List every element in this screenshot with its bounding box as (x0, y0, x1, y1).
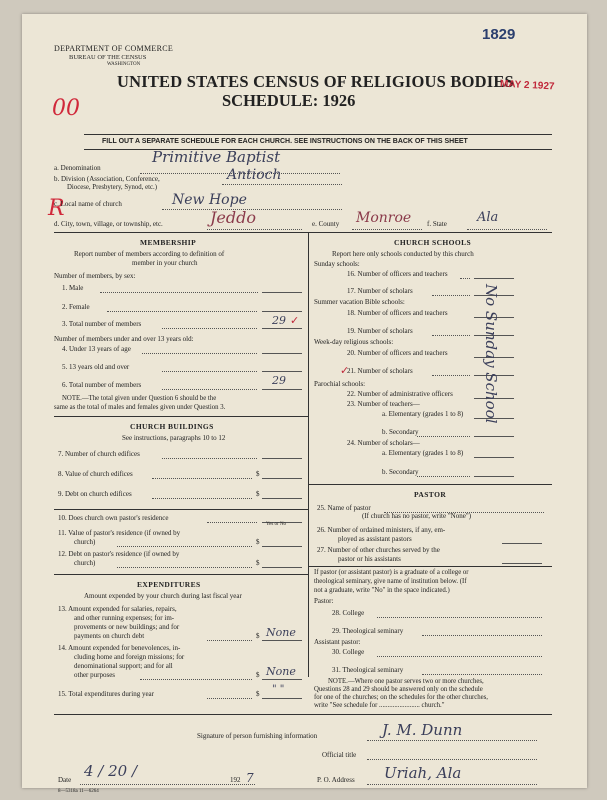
membership-intro: Report number of members according to definition of (74, 250, 225, 258)
q28-label: 28. College (332, 609, 365, 617)
division-value: Antioch (227, 167, 282, 183)
dollar-sign: $ (256, 690, 260, 698)
denomination-value: Primitive Baptist (152, 148, 281, 166)
total-members-label: 3. Total number of members (62, 320, 142, 328)
value-residence-label: 11. Value of pastor's residence (if owned by (58, 529, 181, 537)
year-prefix: 192 (230, 776, 241, 784)
q19-label: 19. Number of scholars (347, 327, 413, 335)
q27-label-2: pastor or his assistants (338, 555, 401, 563)
q23b-label: b. Secondary (382, 428, 419, 436)
debt-edifices-label: 9. Debt on church edifices (58, 490, 132, 498)
answer-line (474, 457, 514, 458)
q24a-label: a. Elementary (grades 1 to 8) (382, 449, 464, 457)
fill-line (207, 640, 252, 641)
local-name-value: New Hope (172, 192, 247, 208)
weekday-schools-label: Week-day religious schools: (314, 338, 394, 346)
pastor-note: Questions 28 and 29 should be answered only on the schedule (314, 686, 483, 693)
fill-line (222, 184, 342, 185)
bureau-name: BUREAU OF THE CENSUS (69, 54, 147, 61)
benevolences-value: None (266, 665, 296, 678)
form-subtitle: SCHEDULE: 1926 (222, 91, 356, 110)
q31-label: 31. Theological seminary (332, 666, 404, 674)
fill-line (377, 617, 542, 618)
dollar-sign: $ (256, 490, 260, 498)
divider (308, 566, 552, 567)
department-name: DEPARTMENT OF COMMERCE (54, 44, 174, 53)
q21-label: 21. Number of scholars (347, 367, 413, 375)
assistant-pastor-label: Assistant pastor: (314, 638, 361, 646)
answer-line (262, 311, 302, 312)
fill-line (377, 656, 542, 657)
salaries-label-3: provements or new buildings; and for (74, 623, 180, 631)
official-title-label: Official title (322, 751, 357, 759)
fill-line (352, 229, 422, 230)
answer-line (262, 679, 302, 680)
form-code: 8—5318a 11—6264 (58, 789, 99, 794)
debt-residence-label: 12. Debt on pastor's residence (if owned by (58, 550, 180, 558)
fill-line (417, 436, 470, 437)
answer-line (262, 328, 302, 329)
dollar-sign: $ (256, 538, 260, 546)
no-schools-annotation: No Sunday School (482, 284, 500, 424)
fill-line (107, 311, 257, 312)
edifices-label: 7. Number of church edifices (58, 450, 140, 458)
q26-label-2: ployed as assistant pastors (338, 535, 412, 543)
fill-line (367, 759, 537, 760)
divider (54, 509, 308, 510)
pastor-note: write "See schedule for ........................ church." (314, 702, 445, 709)
fill-line (467, 229, 547, 230)
buildings-heading: CHURCH BUILDINGS (130, 422, 214, 431)
fill-line (142, 353, 257, 354)
q17-label: 17. Number of scholars (347, 287, 413, 295)
answer-line (262, 371, 302, 372)
divider (54, 232, 552, 233)
fill-line (432, 295, 470, 296)
buildings-instructions: See instructions, paragraphs 10 to 12 (122, 434, 226, 442)
answer-line (474, 436, 514, 437)
expenditures-intro: Amount expended by your church during last fiscal year (84, 592, 242, 600)
male-label: 1. Male (62, 284, 84, 292)
state-value: Ala (477, 210, 499, 225)
answer-line (262, 567, 302, 568)
schools-intro: Report here only schools conducted by this church (332, 250, 474, 258)
total-expenditures-value: " " (272, 684, 285, 695)
over-13-label: 5. 13 years old and over (62, 363, 130, 371)
fill-line (152, 498, 252, 499)
q24-label: 24. Number of scholars— (347, 439, 420, 447)
answer-line (262, 498, 302, 499)
total-members-6-label: 6. Total number of members (62, 381, 142, 389)
q27-label: 27. Number of other churches served by the (317, 546, 440, 554)
date-label: Date (58, 776, 72, 784)
answer-line (502, 563, 542, 564)
answer-line (262, 292, 302, 293)
county-label: e. County (312, 220, 340, 228)
expenditures-heading: EXPENDITURES (137, 580, 201, 589)
dollar-sign: $ (256, 632, 260, 640)
q26-label: 26. Number of ordained ministers, if any, em- (317, 526, 446, 534)
answer-line (262, 640, 302, 641)
pastor-note: for one of the churches; on the schedules for the other churches, (314, 694, 489, 701)
graduate-note: theological seminary, give name of institution below. (If (314, 578, 467, 585)
answer-line (262, 546, 302, 547)
date-value: 4 / 20 / (84, 762, 138, 780)
instructions-banner: FILL OUT A SEPARATE SCHEDULE FOR EACH CHURCH. SEE INSTRUCTIONS ON THE BACK OF THIS SHEET (102, 138, 468, 145)
q22-label: 22. Number of administrative officers (347, 390, 453, 398)
answer-line (262, 389, 302, 390)
benevolences-label-2: cluding home and foreign missions; for (74, 653, 185, 661)
dollar-sign: $ (256, 559, 260, 567)
fill-line (460, 278, 470, 279)
po-address-label: P. O. Address (317, 776, 355, 784)
column-divider (308, 232, 309, 677)
answer-line (474, 476, 514, 477)
po-address-value: Uriah, Ala (384, 764, 462, 782)
red-annotation-r: R (48, 196, 65, 221)
fill-line (207, 698, 252, 699)
answer-line (262, 353, 302, 354)
q23-label: 23. Number of teachers— (347, 400, 420, 408)
divider (54, 574, 308, 575)
fill-line (117, 567, 252, 568)
female-label: 2. Female (62, 303, 90, 311)
fill-line (422, 674, 542, 675)
total-members-6-value: 29 (272, 374, 286, 387)
pastor-sub-label: Pastor: (314, 597, 334, 605)
answer-line (502, 543, 542, 544)
members-age-label: Number of members under and over 13 years old: (54, 335, 194, 343)
graduate-note: not a graduate, write "No" in the space indicated.) (314, 587, 450, 594)
q16-label: 16. Number of officers and teachers (347, 270, 448, 278)
form-title: UNITED STATES CENSUS OF RELIGIOUS BODIES (117, 72, 514, 91)
total-members-value: 29 (272, 314, 286, 327)
red-annotation-00: 00 (52, 96, 80, 121)
fill-line (422, 635, 542, 636)
check-mark: ✓ (290, 315, 300, 327)
fill-line (117, 546, 252, 547)
bureau-location: WASHINGTON (107, 62, 141, 67)
salaries-label: 13. Amount expended for salaries, repairs, (58, 605, 177, 613)
county-value: Monroe (356, 210, 412, 226)
signature: J. M. Dunn (382, 721, 463, 739)
answer-line (262, 458, 302, 459)
answer-line (262, 698, 302, 699)
division-sublabel: Diocese, Presbytery, Synod, etc.) (67, 184, 157, 191)
q24b-label: b. Secondary (382, 468, 419, 476)
benevolences-label-4: other purposes (74, 671, 116, 679)
total-expenditures-label: 15. Total expenditures during year (58, 690, 154, 698)
membership-intro: member in your church (132, 259, 198, 267)
dollar-sign: $ (256, 671, 260, 679)
sunday-schools-label: Sunday schools: (314, 260, 360, 268)
answer-line (262, 478, 302, 479)
pastor-heading: PASTOR (414, 490, 447, 499)
fill-line (140, 679, 252, 680)
membership-note: NOTE.—The total given under Question 6 should be the (62, 395, 217, 402)
q18-label: 18. Number of officers and teachers (347, 309, 448, 317)
q25-hint: (If church has no pastor, write "None") (362, 512, 472, 520)
yes-or-no-hint: Yes or No (266, 522, 287, 527)
salaries-value: None (266, 626, 296, 639)
division-label: b. Division (Association, Conference, (54, 175, 160, 183)
census-schedule-page (22, 14, 587, 794)
membership-note: same as the total of males and females given under Question 3. (54, 404, 226, 411)
fill-line (162, 458, 257, 459)
divider (54, 416, 308, 417)
schools-heading: CHURCH SCHOOLS (394, 238, 472, 247)
q23a-label: a. Elementary (grades 1 to 8) (382, 410, 464, 418)
dollar-sign: $ (256, 470, 260, 478)
schedule-number: 1829 (482, 26, 516, 43)
benevolences-label-3: denominational support; and for all (74, 662, 173, 670)
members-by-sex-label: Number of members, by sex: (54, 272, 136, 280)
fill-line (80, 784, 255, 785)
fill-line (432, 375, 470, 376)
signature-label: Signature of person furnishing information (197, 732, 318, 740)
fill-line (367, 784, 537, 785)
graduate-note: If pastor (or assistant pastor) is a graduate of a college or (314, 569, 469, 576)
debt-residence-label-2: church) (74, 559, 96, 567)
fill-line (152, 478, 252, 479)
city-value: Jeddo (210, 208, 256, 227)
fill-line (207, 522, 257, 523)
state-label: f. State (427, 220, 447, 228)
fill-line (417, 476, 470, 477)
q29-label: 29. Theological seminary (332, 627, 404, 635)
divider (308, 484, 552, 485)
q20-label: 20. Number of officers and teachers (347, 349, 448, 357)
divider (84, 134, 552, 135)
fill-line (162, 328, 257, 329)
benevolences-label: 14. Amount expended for benevolences, in- (58, 644, 181, 652)
fill-line (367, 740, 537, 741)
fill-line (100, 292, 258, 293)
salaries-label-2: and other running expenses; for im- (74, 614, 175, 622)
pastor-note: NOTE.—Where one pastor serves two or more churches, (328, 678, 484, 685)
value-residence-label-2: church) (74, 538, 96, 546)
fill-line (432, 335, 470, 336)
fill-line (162, 389, 257, 390)
q25-label: 25. Name of pastor (317, 504, 371, 512)
city-label: d. City, town, village, or township, etc. (54, 220, 163, 228)
denomination-label: a. Denomination (54, 164, 101, 172)
received-date-stamp: MAY 2 1927 (499, 78, 555, 93)
divider (54, 714, 552, 715)
answer-line (474, 278, 514, 279)
membership-heading: MEMBERSHIP (140, 238, 197, 247)
value-edifices-label: 8. Value of church edifices (58, 470, 133, 478)
year-value: 7 (246, 771, 254, 785)
vacation-schools-label: Summer vacation Bible schools: (314, 298, 405, 306)
check-mark: ✓ (340, 365, 350, 377)
q30-label: 30. College (332, 648, 365, 656)
salaries-label-4: payments on church debt (74, 632, 145, 640)
parochial-schools-label: Parochial schools: (314, 380, 366, 388)
fill-line (207, 229, 302, 230)
fill-line (162, 371, 257, 372)
under-13-label: 4. Under 13 years of age (62, 345, 131, 353)
local-name-label: c. Local name of church (54, 200, 122, 208)
pastor-residence-label: 10. Does church own pastor's residence (58, 514, 169, 522)
